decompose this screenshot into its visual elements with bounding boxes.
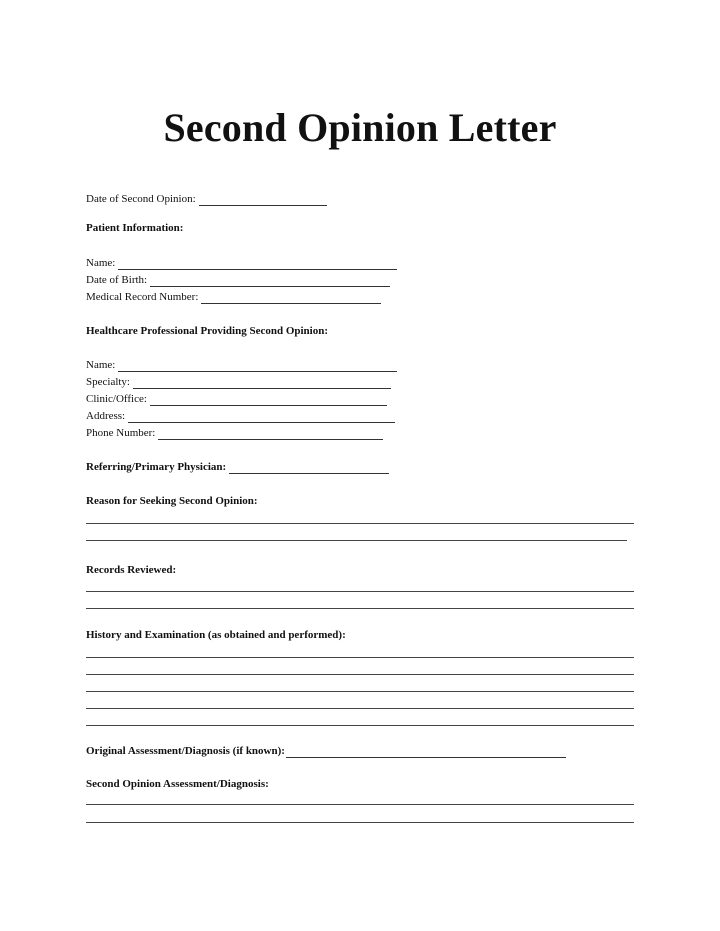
reason-line[interactable]	[86, 523, 634, 524]
original-assessment-field[interactable]	[286, 747, 566, 758]
history-line[interactable]	[86, 708, 634, 709]
history-examination-heading: History and Examination (as obtained and performed):	[86, 629, 346, 641]
second-opinion-assessment-heading: Second Opinion Assessment/Diagnosis:	[86, 778, 269, 790]
professional-clinic-field[interactable]	[150, 395, 387, 406]
professional-phone-row	[86, 426, 383, 440]
page-title: Second Opinion Letter	[163, 105, 557, 150]
date-of-second-opinion-label: Date of Second Opinion:	[86, 193, 196, 205]
records-reviewed-heading: Records Reviewed:	[86, 564, 177, 576]
professional-phone-label: Phone Number:	[86, 427, 156, 439]
reason-line[interactable]	[86, 540, 627, 541]
professional-name-label: Name:	[86, 359, 116, 371]
professional-heading: Healthcare Professional Providing Second Opinion:	[86, 325, 329, 337]
professional-address-label: Address:	[86, 410, 126, 422]
referring-physician-label: Referring/Primary Physician:	[86, 461, 227, 473]
patient-mrn-label: Medical Record Number:	[86, 291, 199, 303]
referring-physician-row	[86, 460, 389, 474]
patient-dob-row	[86, 273, 390, 287]
professional-phone-field[interactable]	[158, 429, 383, 440]
records-line[interactable]	[86, 608, 634, 609]
professional-clinic-label: Clinic/Office:	[86, 393, 147, 405]
patient-information-heading: Patient Information:	[86, 222, 184, 234]
professional-address-row	[86, 409, 395, 423]
professional-name-field[interactable]	[118, 361, 397, 372]
history-line[interactable]	[86, 657, 634, 658]
reason-heading: Reason for Seeking Second Opinion:	[86, 495, 258, 507]
referring-physician-field[interactable]	[229, 463, 389, 474]
original-assessment-row	[86, 744, 566, 758]
date-of-second-opinion-field[interactable]	[199, 195, 327, 206]
patient-mrn-row	[86, 290, 381, 304]
original-assessment-label: Original Assessment/Diagnosis (if known):	[86, 745, 285, 757]
records-line[interactable]	[86, 591, 634, 592]
patient-mrn-field[interactable]	[201, 293, 381, 304]
professional-address-field[interactable]	[128, 412, 395, 423]
professional-specialty-row	[86, 375, 391, 389]
second-opinion-line[interactable]	[86, 822, 634, 823]
history-line[interactable]	[86, 674, 634, 675]
second-opinion-line[interactable]	[86, 804, 634, 805]
patient-dob-field[interactable]	[150, 276, 390, 287]
patient-dob-label: Date of Birth:	[86, 274, 148, 286]
professional-clinic-row	[86, 392, 387, 406]
patient-name-label: Name:	[86, 257, 116, 269]
patient-name-field[interactable]	[118, 259, 397, 270]
history-line[interactable]	[86, 725, 634, 726]
history-line[interactable]	[86, 691, 634, 692]
professional-specialty-field[interactable]	[133, 378, 391, 389]
professional-name-row	[86, 358, 397, 372]
patient-name-row	[86, 256, 397, 270]
professional-specialty-label: Specialty:	[86, 376, 130, 388]
date-of-second-opinion-row	[86, 192, 327, 206]
